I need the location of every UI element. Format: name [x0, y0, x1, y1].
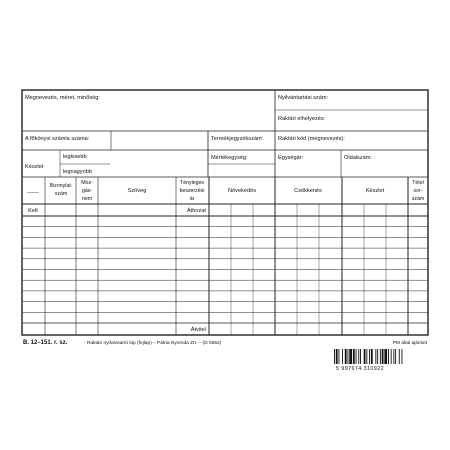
column-tenyleges-1: Tényleges — [180, 180, 204, 186]
athozat-label: Áthozat — [187, 208, 206, 214]
mertekegyseg-label: Mértékegység: — [211, 155, 248, 161]
column-mozgas-1: Moz- — [81, 180, 93, 186]
legnagyobb-label: legnagyobb — [63, 169, 92, 175]
egysegar-label: Egységár: — [278, 155, 304, 161]
form-grid — [22, 90, 428, 335]
nyilvantartasi-label: Nyilvántartási szám: — [278, 95, 329, 101]
column-csokkenes: Csökkenés — [294, 188, 322, 194]
legkisebb-label: legkisebb — [63, 154, 87, 160]
termekjegyzek-label: Termékjegyzékszám: — [211, 136, 264, 142]
megnevezes-label: Megnevezés, méret, minőség: — [25, 95, 100, 101]
barcode-icon — [334, 349, 402, 364]
atvitel-label: Átvitel — [190, 327, 206, 333]
column-mozgas-2: gás- — [81, 188, 93, 194]
column-bizonylat-2: szám — [54, 191, 68, 197]
fokonyvi-label: A főkönyvi számla száma: — [25, 136, 90, 142]
column-tenyleges-3: ár — [189, 196, 195, 202]
keszlet-label: Készlet — [25, 164, 44, 170]
column-szoveg: Szöveg — [127, 188, 147, 194]
barcode-number: 5 997674 310922 — [336, 366, 384, 372]
raktari-kod-label: Raktári kód (megnevezés): — [278, 136, 345, 142]
column-blank: ____ — [27, 188, 39, 194]
body-rows — [22, 227, 428, 323]
column-bizonylat-1: Bizonylat- — [49, 183, 73, 189]
column-keszlet: Készlet — [365, 188, 385, 194]
column-tenyleges-2: beszerzési — [179, 188, 205, 194]
column-novekedes: Növekedés — [228, 188, 256, 194]
column-tetel-2: sor- — [413, 188, 423, 194]
oldalszam-label: Oldalszám: — [344, 155, 372, 161]
form-code: B. 12–151. r. sz. — [23, 340, 68, 346]
column-tetel-1: Tétel — [412, 180, 424, 186]
kelt-label: Kelt — [28, 208, 38, 214]
recommend-label: PM által ajánlott — [392, 341, 427, 346]
raktari-elhelyezes-label: Raktári elhelyezés: — [278, 116, 326, 122]
column-mozgas-3: nem — [81, 196, 93, 202]
form-border — [22, 90, 428, 335]
column-tetel-3: szám — [411, 196, 425, 202]
form-description: - Raktári nyilvántartó lap (fejlap) – Pátria Nyomda Zrt. – (D 5662) — [84, 341, 222, 346]
